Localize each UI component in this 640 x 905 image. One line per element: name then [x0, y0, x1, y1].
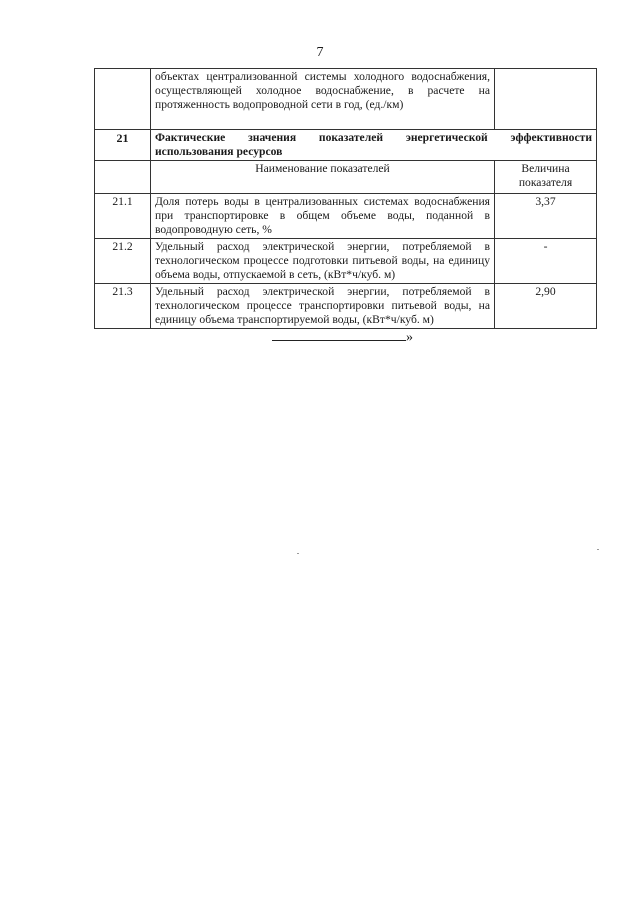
header-num-cell — [95, 161, 151, 194]
continuation-value — [495, 69, 597, 130]
closing-quote: » — [406, 330, 413, 345]
table-row — [95, 284, 597, 329]
header-name: Наименование показателей — [151, 161, 495, 194]
continuation-num-cell — [95, 69, 151, 130]
row-number: 21.2 — [95, 239, 151, 284]
row-name: Удельный расход электрической энергии, потребляемой в технологическом процессе подготовки питьевой воды, на единицу объема воды, отпускаемой в сеть, (кВт*ч/куб. м) — [151, 239, 495, 284]
table-row-continuation — [95, 69, 597, 130]
scan-speck — [297, 553, 299, 554]
table-row — [95, 239, 597, 284]
indicators-table — [94, 68, 597, 329]
row-value: - — [495, 239, 597, 284]
section-title: Фактические значения показателей энергетической эффективности использования ресурсов — [151, 130, 597, 161]
scan-speck — [597, 549, 599, 550]
row-name: Удельный расход электрической энергии, потребляемой в технологическом процессе транспортировки питьевой воды, на единицу объема транспортируемой воды, (кВт*ч/куб. м) — [151, 284, 495, 329]
row-value: 2,90 — [495, 284, 597, 329]
row-number: 21.3 — [95, 284, 151, 329]
closing-mark — [272, 328, 413, 346]
section-number: 21 — [95, 130, 151, 161]
table-row-section — [95, 130, 597, 161]
row-value: 3,37 — [495, 194, 597, 239]
row-number: 21.1 — [95, 194, 151, 239]
page-number: 7 — [316, 45, 324, 60]
row-name: Доля потерь воды в централизованных системах водоснабжения при транспортировке в общем объеме воды, поданной в водопроводную сеть, % — [151, 194, 495, 239]
closing-underline — [272, 328, 406, 341]
table-header-row — [95, 161, 597, 194]
table-row — [95, 194, 597, 239]
continuation-text: объектах централизованной системы холодного водоснабжения, осуществляющей холодное водоснабжение, в расчете на протяженность водопроводной сети в год, (ед./км) — [151, 69, 495, 130]
header-value: Величина показателя — [495, 161, 597, 194]
